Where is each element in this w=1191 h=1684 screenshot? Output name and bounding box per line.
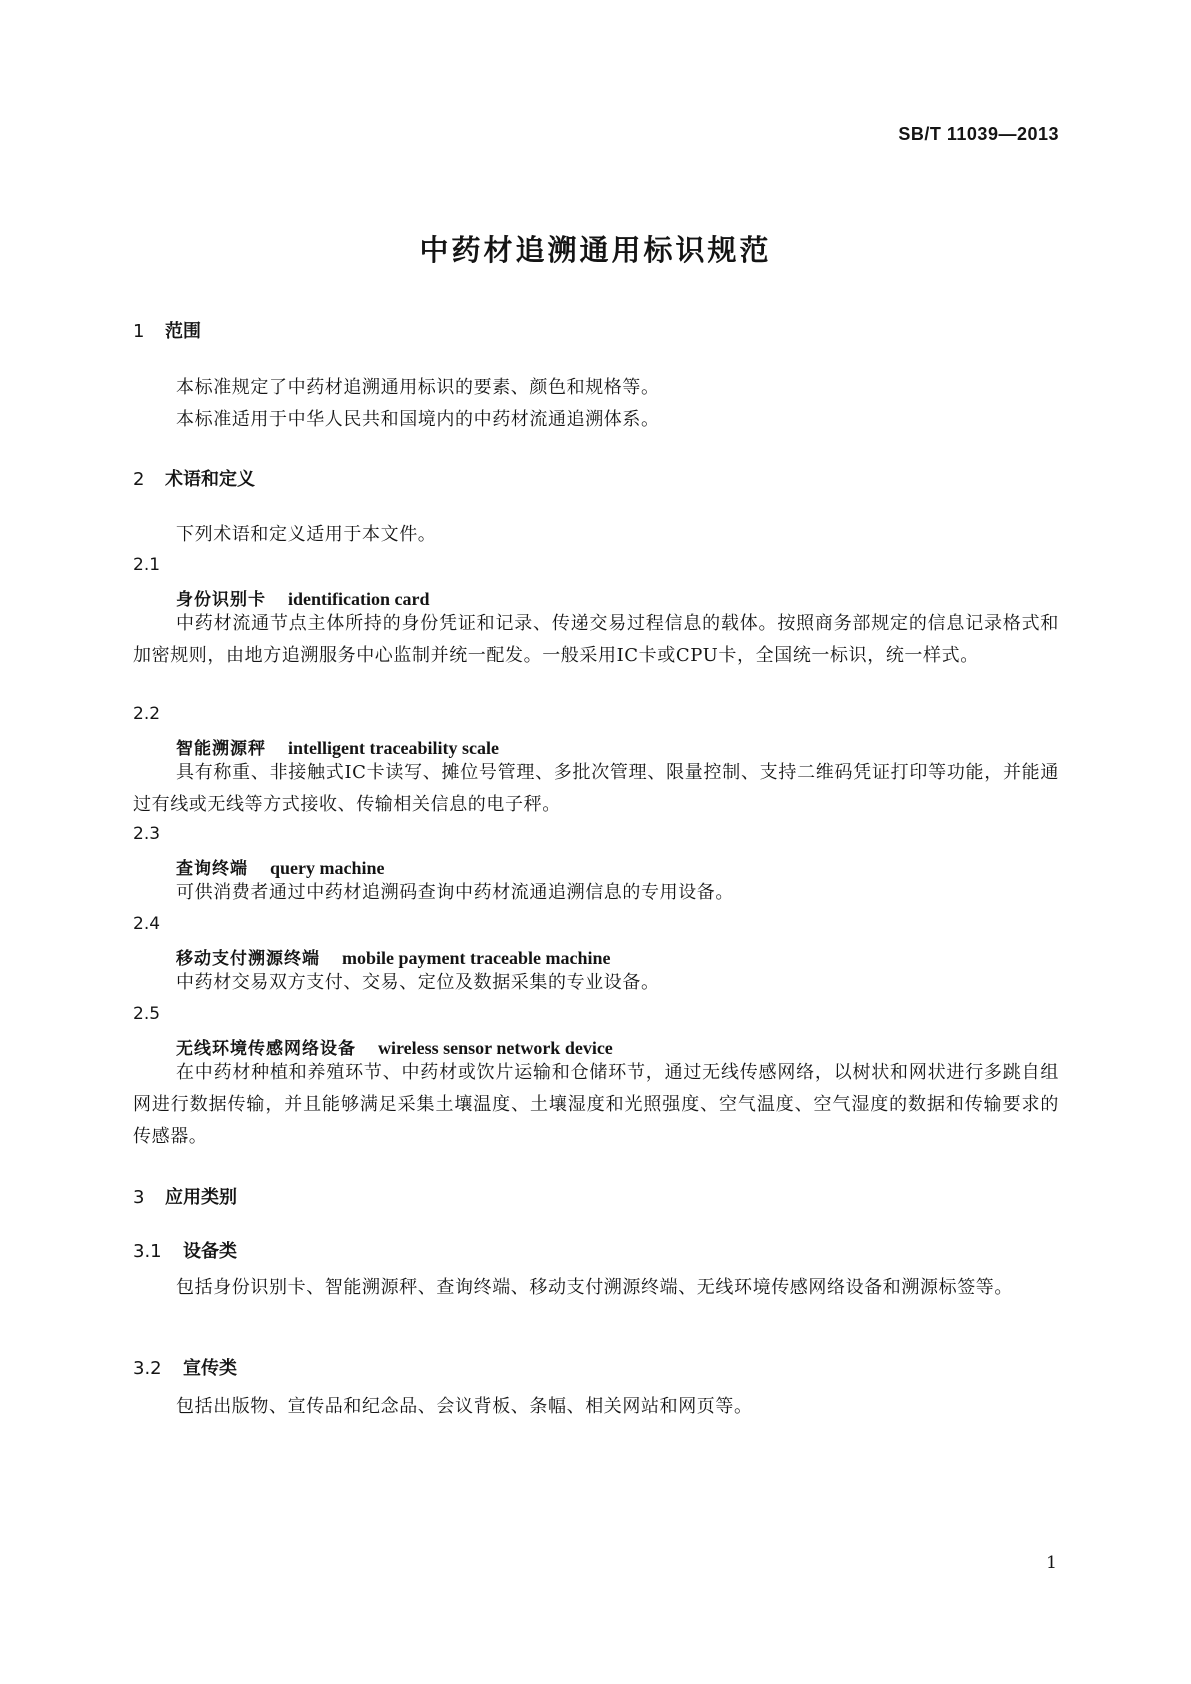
subsection-number: 3.1: [133, 1241, 162, 1262]
section-3-heading: [133, 1183, 237, 1209]
term-number: 2.2: [133, 704, 161, 724]
section-number: 3: [133, 1187, 145, 1208]
section-title: 应用类别: [165, 1187, 237, 1208]
term-heading: [176, 585, 430, 610]
term-heading: [176, 734, 499, 759]
term-definition: 中药材交易双方支付、交易、定位及数据采集的专业设备。: [176, 972, 660, 993]
subsection-3-1-heading: [133, 1237, 237, 1263]
subsection-number: 3.2: [133, 1358, 162, 1379]
term-chinese: 身份识别卡: [176, 590, 266, 610]
term-number: 2.1: [133, 555, 161, 575]
section-title: 范围: [165, 321, 201, 342]
section-1-paragraph-1: 本标准规定了中药材追溯通用标识的要素、颜色和规格等。: [176, 377, 660, 398]
subsection-title: 宣传类: [183, 1358, 237, 1379]
term-heading: [176, 1034, 613, 1059]
term-chinese: 查询终端: [176, 859, 248, 879]
term-english: query machine: [270, 858, 385, 878]
term-definition: 可供消费者通过中药材追溯码查询中药材流通追溯信息的专用设备。: [176, 882, 734, 903]
section-number: 2: [133, 469, 145, 490]
term-number: 2.5: [133, 1004, 161, 1024]
standard-code: SB/T 11039—2013: [898, 124, 1059, 144]
section-title: 术语和定义: [165, 469, 255, 490]
term-number: 2.3: [133, 824, 161, 844]
term-english: wireless sensor network device: [378, 1038, 613, 1058]
term-chinese: 智能溯源秤: [176, 739, 266, 759]
section-2-heading: [133, 465, 255, 491]
term-english: mobile payment traceable machine: [342, 948, 611, 968]
term-english: intelligent traceability scale: [288, 738, 499, 758]
term-english: identification card: [288, 589, 430, 609]
term-chinese: 无线环境传感网络设备: [176, 1039, 356, 1059]
page-number: 1: [1046, 1553, 1057, 1573]
section-1-heading: [133, 317, 201, 343]
section-number: 1: [133, 321, 145, 342]
term-definition: 具有称重、非接触式IC卡读写、摊位号管理、多批次管理、限量控制、支持二维码凭证打印等功能，并能通过有线或无线等方式接收、传输相关信息的电子秤。: [133, 762, 1059, 815]
term-number: 2.4: [133, 914, 161, 934]
section-2-intro: 下列术语和定义适用于本文件。: [176, 524, 437, 545]
section-1-paragraph-2: 本标准适用于中华人民共和国境内的中药材流通追溯体系。: [176, 409, 660, 430]
term-heading: [176, 944, 610, 969]
term-definition: 中药材流通节点主体所持的身份凭证和记录、传递交易过程信息的载体。按照商务部规定的信息记录格式和加密规则，由地方追溯服务中心监制并统一配发。一般采用IC卡或CPU卡，全国统一标识，统一样式。: [133, 613, 1059, 666]
term-heading: [176, 854, 385, 879]
subsection-title: 设备类: [183, 1241, 237, 1262]
document-title: 中药材追溯通用标识规范: [419, 233, 772, 267]
subsection-3-1-text: 包括身份识别卡、智能溯源秤、查询终端、移动支付溯源终端、无线环境传感网络设备和溯源标签等。: [176, 1277, 1013, 1298]
subsection-3-2-heading: [133, 1354, 237, 1380]
term-chinese: 移动支付溯源终端: [176, 949, 320, 969]
term-definition: 在中药材种植和养殖环节、中药材或饮片运输和仓储环节，通过无线传感网络，以树状和网状进行多跳自组网进行数据传输，并且能够满足采集土壤温度、土壤湿度和光照强度、空气温度、空气湿度的数据和传输要求的传感器。: [133, 1062, 1059, 1147]
subsection-3-2-text: 包括出版物、宣传品和纪念品、会议背板、条幅、相关网站和网页等。: [176, 1396, 753, 1417]
